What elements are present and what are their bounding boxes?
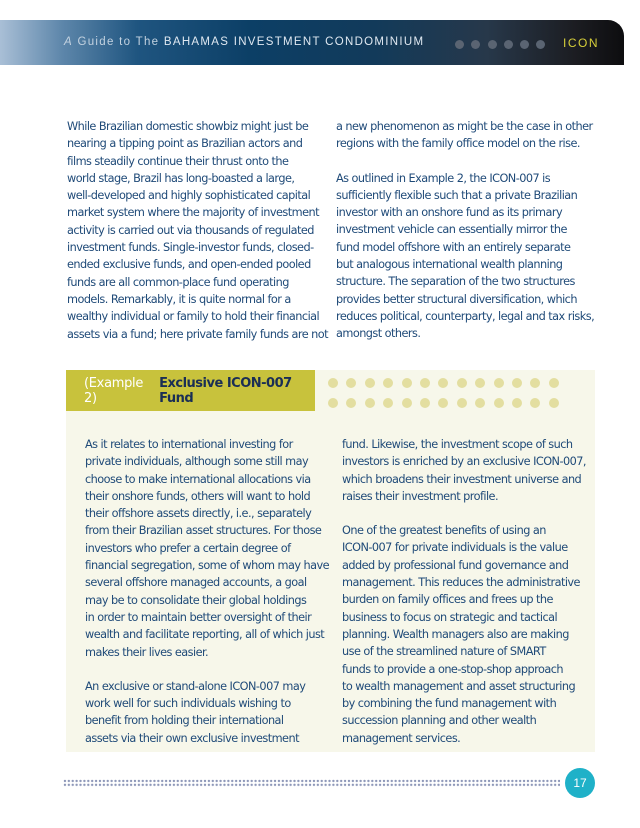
text-line: but analogous international wealth planning [336,258,563,272]
text-line: nearing a tipping point as Brazilian actors and [67,137,303,151]
header-dot [488,40,497,49]
text-line: fund. Likewise, the investment scope of such [342,438,573,451]
paragraph [342,522,586,747]
text-line: raises their investment profile. [342,489,498,503]
header-title-main: BAHAMAS INVESTMENT CONDOMINIUM [163,36,425,48]
text-line: their offshore assets directly, i.e., separately [85,507,312,521]
example-right-column [342,436,586,747]
page-number: 17 [565,768,595,798]
decorative-dot [457,398,467,408]
header-brand: ICON [563,36,599,50]
text-line: to wealth management and asset structuring [342,679,576,693]
text-line: As it relates to international investing for [85,438,293,451]
text-line: choose to make international allocations via [85,472,311,486]
text-line: activity is carried out via thousands of regulated [67,223,314,237]
text-line: ended exclusive funds, and open-ended pooled [67,258,311,272]
decorative-dot [383,398,393,408]
header-title-light: Guide to The [77,36,160,48]
text-line: planning. Wealth managers also are making [342,627,569,641]
decorative-dot [530,378,540,388]
text-line: structure. The separation of the two structures [336,275,575,289]
paragraph [85,436,329,661]
decorative-dot [549,378,559,388]
decorative-dot [402,378,412,388]
paragraph [336,170,594,343]
decorative-dot [365,398,375,408]
decorative-dot [549,398,559,408]
text-line: a new phenomenon as might be the case in other [336,120,593,133]
top-right-column [336,118,594,343]
text-line: investors who prefer a certain degree of [85,541,291,555]
decorative-dots [328,378,559,408]
text-line: by combining the fund management with [342,697,557,711]
text-line: fund model offshore with an entirely separate [336,240,571,254]
text-line: several offshore managed accounts, a goal [85,576,307,590]
decorative-dot [402,398,412,408]
text-line: business to focus on strategic and tactical [342,610,558,624]
text-line: investment funds. Single-investor funds, closed- [67,241,314,255]
decorative-dot [420,398,430,408]
text-line: ICON-007 for private individuals is the value [342,541,568,555]
text-line: makes their lives easier. [85,645,209,659]
text-line: assets via their own exclusive investment [85,731,299,745]
text-line: amongst others. [336,327,421,341]
text-line: world stage, Brazil has long-boasted a large, [67,171,295,185]
text-line: may be to consolidate their global holdings [85,593,307,607]
text-line: which broadens their investment universe and [342,472,582,486]
text-line: sufficiently flexible such that a private Brazilian [336,188,578,202]
header-dot [536,40,545,49]
decorative-dot [328,378,338,388]
text-line: funds to provide a one-stop-shop approach [342,662,564,676]
example-left-column [85,436,329,747]
header-banner [0,20,624,65]
text-line: assets via a fund; here private family funds are not [67,327,329,341]
footer-dotted-rule [63,779,560,787]
paragraph [342,436,586,505]
decorative-dot [346,378,356,388]
text-line: films steadily continue their thrust onto the [67,154,289,168]
header-dot [471,40,480,49]
decorative-dot [383,378,393,388]
text-line: models. Remarkably, it is quite normal for a [67,292,291,306]
text-line: investor with an onshore fund as its primary [336,206,563,220]
decorative-dot [475,378,485,388]
decorative-dot [530,398,540,408]
decorative-dot [365,378,375,388]
decorative-dot [346,398,356,408]
text-line: their onshore funds, others will want to hold [85,489,311,503]
paragraph [336,118,594,153]
text-line: management services. [342,731,461,745]
decorative-dot [494,378,504,388]
text-line: benefit from holding their international [85,714,284,728]
text-line: While Brazilian domestic showbiz might just be [67,120,309,133]
text-line: An exclusive or stand-alone ICON-007 may [85,679,306,693]
text-line: in order to maintain better oversight of their [85,610,312,624]
text-line: One of the greatest benefits of using an [342,524,546,538]
text-line: As outlined in Example 2, the ICON-007 is [336,171,551,185]
decorative-dot [328,398,338,408]
decorative-dot [420,378,430,388]
text-line: provides better structural diversification, which [336,292,577,306]
header-dots [455,40,545,49]
decorative-dot [512,378,522,388]
text-line: work well for such individuals wishing to [85,697,291,711]
text-line: investors is enriched by an exclusive ICON-007, [342,455,586,469]
paragraph [85,678,329,747]
text-line: funds are all common-place fund operating [67,275,289,289]
decorative-dot [475,398,485,408]
paragraph [67,118,328,343]
text-line: from their Brazilian asset structures. For those [85,524,322,538]
text-line: reduces political, counterparty, legal and tax risks, [336,309,595,323]
decorative-dot [512,398,522,408]
text-line: investment vehicle can essentially mirror the [336,223,567,237]
text-line: use of the streamlined nature of SMART [342,645,546,659]
text-line: market system where the majority of investment [67,206,319,220]
text-line: added by professional fund governance and [342,558,569,572]
header-dot [504,40,513,49]
example-title-bar [66,370,315,411]
text-line: burden on family offices and frees up the [342,593,553,607]
text-line: management. This reduces the administrative [342,576,580,590]
decorative-dot [438,378,448,388]
text-line: wealth and facilitate reporting, all of which just [85,628,325,642]
header-title-italic: A [64,36,73,48]
text-line: wealthy individual or family to hold their financial [67,310,320,324]
example-title: Exclusive ICON-007 Fund [159,375,292,406]
text-line: private individuals, although some still may [85,455,309,469]
text-line: regions with the family office model on the rise. [336,137,580,151]
top-left-column [67,118,328,343]
decorative-dot [494,398,504,408]
decorative-dot [457,378,467,388]
text-line: financial segregation, some of whom may have [85,559,330,573]
text-line: succession planning and other wealth [342,714,537,728]
header-title [64,36,424,48]
header-dot [520,40,529,49]
header-dot [455,40,464,49]
text-line: well-developed and highly sophisticated capital [67,189,311,203]
decorative-dot [438,398,448,408]
example-label: (Example 2) [84,375,144,406]
